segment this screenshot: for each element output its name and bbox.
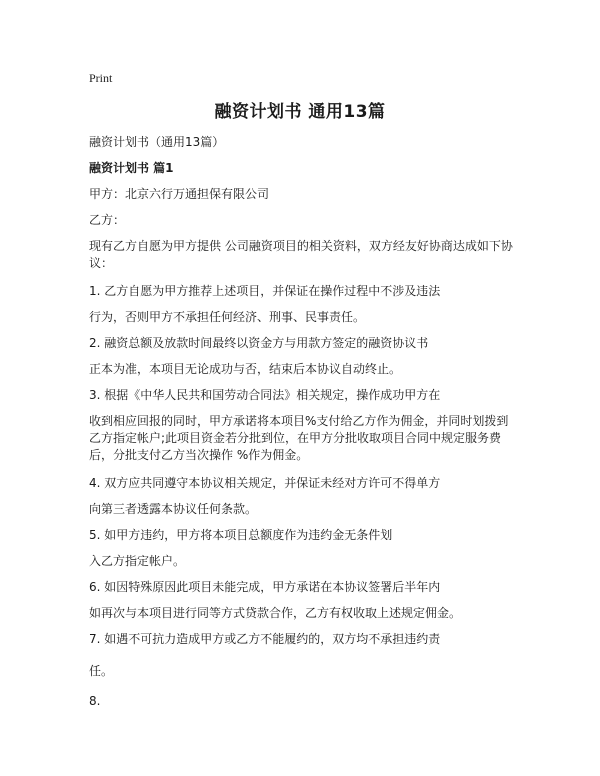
clause-3-paragraph: 收到相应回报的同时，甲方承诺将本项目%支付给乙方作为佣金，并同时划拨到乙方指定帐户;此项目资金若分批到位，在甲方分批收取项目合同中规定服务费后，分批支付乙方当次操作 %作为佣金。 [89,414,509,462]
clause-5-line-1: 5. 如甲方违约，甲方将本项目总额度作为违约金无条件划 [89,528,393,542]
clause-1-line-2: 行为，否则甲方不承担任何经济、刑事、民事责任。 [89,310,366,324]
clause-1-line-1: 1. 乙方自愿为甲方推荐上述项目，并保证在操作过程中不涉及违法 [89,284,441,298]
clause-5-line-2: 入乙方指定帐户。 [89,554,186,568]
clause-2-line-1: 2. 融资总额及放款时间最终以资金方与用款方签定的融资协议书 [89,336,429,350]
clause-2-line-2: 正本为准，本项目无论成功与否，结束后本协议自动终止。 [89,362,402,376]
clause-4-line-2: 向第三者透露本协议任何条款。 [89,502,258,516]
clause-3-line-1: 3. 根据《中华人民共和国劳动合同法》相关规定，操作成功甲方在 [89,388,441,402]
party-b-line: 乙方： [89,213,126,227]
clause-4-line-1: 4. 双方应共同遵守本协议相关规定，并保证未经对方许可不得单方 [89,476,441,490]
clause-6-line-2: 如再次与本项目进行同等方式贷款合作，乙方有权收取上述规定佣金。 [89,606,462,620]
document-title: 融资计划书 通用13篇 [214,102,386,122]
clause-7-line-1: 7. 如遇不可抗力造成甲方或乙方不能履约的，双方均不承担违约责 [89,632,441,646]
clause-7-line-2: 任。 [89,664,114,678]
party-a-line: 甲方：北京六行万通担保有限公司 [89,187,270,201]
intro-paragraph: 现有乙方自愿为甲方提供 公司融资项目的相关资料，双方经友好协商达成如下协议： [89,239,513,270]
document-subtitle: 融资计划书（通用13篇） [89,135,225,149]
section-heading: 融资计划书 篇1 [89,161,174,175]
print-link[interactable]: Print [89,71,113,85]
clause-8-line: 8. [89,694,101,708]
clause-6-line-1: 6. 如因特殊原因此项目未能完成，甲方承诺在本协议签署后半年内 [89,580,441,594]
